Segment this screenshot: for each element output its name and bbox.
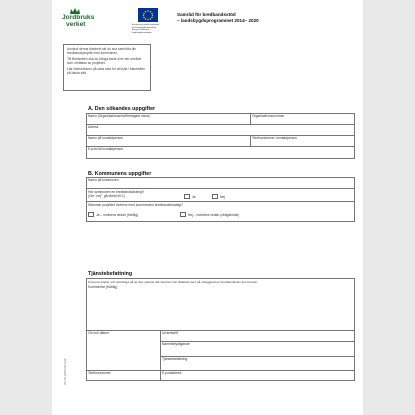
signature-field[interactable]: Underskrift — [162, 331, 178, 335]
strategy-no-label: Nej — [220, 195, 225, 199]
eu-flag — [138, 8, 158, 22]
strategy-no-checkbox[interactable] — [212, 194, 218, 199]
address-field[interactable]: Adress — [88, 125, 99, 129]
section-a-row-divider-3 — [86, 146, 355, 147]
section-c-row-divider-3 — [160, 356, 355, 357]
section-a-col-divider-2 — [250, 135, 251, 146]
municipality-name-field[interactable]: Namn på kommunen — [88, 178, 119, 182]
match-no-label: Nej – motivera nedan (obligatorisk) — [188, 213, 240, 217]
instructions-box — [63, 44, 151, 91]
comment-label[interactable]: Kommentar (frivillig) — [88, 285, 118, 289]
contact-email-field[interactable]: E-post till kontaktperson — [88, 147, 124, 151]
job-title-field[interactable]: Tjänstebefattning — [162, 357, 188, 361]
info-paragraph-2: Till Blanketten ska du bifoga karta över det område som omfattas av projektet. — [67, 56, 142, 66]
signature-section-text: Kommen kopia: och att bifoga på av den ytterste där hamnen har tilldelats över på utbyggnad av bredbandsnät i kommunen. — [88, 280, 259, 284]
eu-text-1: Europeiska jordbruksfonden — [132, 24, 160, 26]
phone-field[interactable]: Telefonnummer — [88, 371, 111, 375]
strategy-yes-checkbox[interactable] — [184, 194, 190, 199]
section-c-col-divider — [160, 330, 161, 381]
eu-text-2: för landsbygdsutveckling: — [132, 26, 157, 29]
section-b-row-divider-2 — [86, 201, 355, 202]
match-no-checkbox[interactable] — [180, 212, 186, 217]
section-c-title: Tjänstebefattning — [88, 271, 133, 277]
org-number-field[interactable]: Organisationsnummer — [252, 114, 285, 118]
form-title-line1: Samråd för bredbandsstöd — [177, 12, 236, 17]
eu-text-3: Europa investerar i — [132, 29, 151, 32]
email-field[interactable]: E-postadress — [162, 371, 182, 375]
contact-phone-field[interactable]: Telefonnummer, kontaktperson — [252, 136, 298, 140]
section-a-title: A. Den sökandes uppgifter — [88, 106, 156, 112]
strategy-question-note: (Om "nej", gå direkt till C) — [88, 194, 125, 198]
match-yes-label: Ja – motivera nedan (frivillig) — [96, 213, 139, 217]
strategy-question: Har kommunen en bredbandsstrategi? — [88, 190, 145, 194]
jordbruksverket-logo — [62, 8, 98, 32]
name-clarification-field[interactable]: Namnförtydligande — [162, 342, 190, 346]
logo-text-1: Jordbruks — [62, 14, 95, 21]
section-a-row-divider-2 — [86, 135, 355, 136]
strategy-yes-label: Ja — [192, 195, 196, 199]
place-date-field[interactable]: Ort och datum — [88, 331, 109, 335]
contact-person-field[interactable]: Namn på kontaktperson — [88, 136, 124, 140]
section-a-box — [86, 113, 355, 159]
info-paragraph-3: Läs instruktionen på sista sida för att fylla i blanketten på bästa sätt. — [67, 66, 146, 76]
match-yes-checkbox[interactable] — [88, 212, 94, 217]
section-c-row-divider-4 — [86, 370, 355, 371]
eu-stars-icon — [138, 8, 158, 22]
form-page — [52, 0, 363, 415]
eu-text-4: landsbygdsområden — [132, 31, 152, 34]
section-a-col-divider-1 — [250, 113, 251, 124]
logo-text-2: verket — [66, 21, 86, 28]
form-code: JO7:01 (2015-02) tryck — [64, 358, 67, 385]
section-c-row-divider-1 — [86, 330, 355, 331]
form-title-line2: – landsbygdsprogrammet 2014– 2020 — [177, 18, 259, 23]
strategy-match-question: Stämmer projektet överens med kommunens bredbandsstrategi? — [88, 203, 183, 207]
section-b-title: B. Kommunens uppgifter — [88, 171, 152, 177]
section-b-row-divider-1 — [86, 188, 355, 189]
info-paragraph-1: Använd denna blankett när du ska samråda din bredbandsprojekt med kommunen. — [67, 47, 137, 56]
applicant-name-field[interactable]: Namn (Organisationsens/företagets namn) — [88, 114, 151, 118]
section-a-row-divider-1 — [86, 124, 355, 125]
